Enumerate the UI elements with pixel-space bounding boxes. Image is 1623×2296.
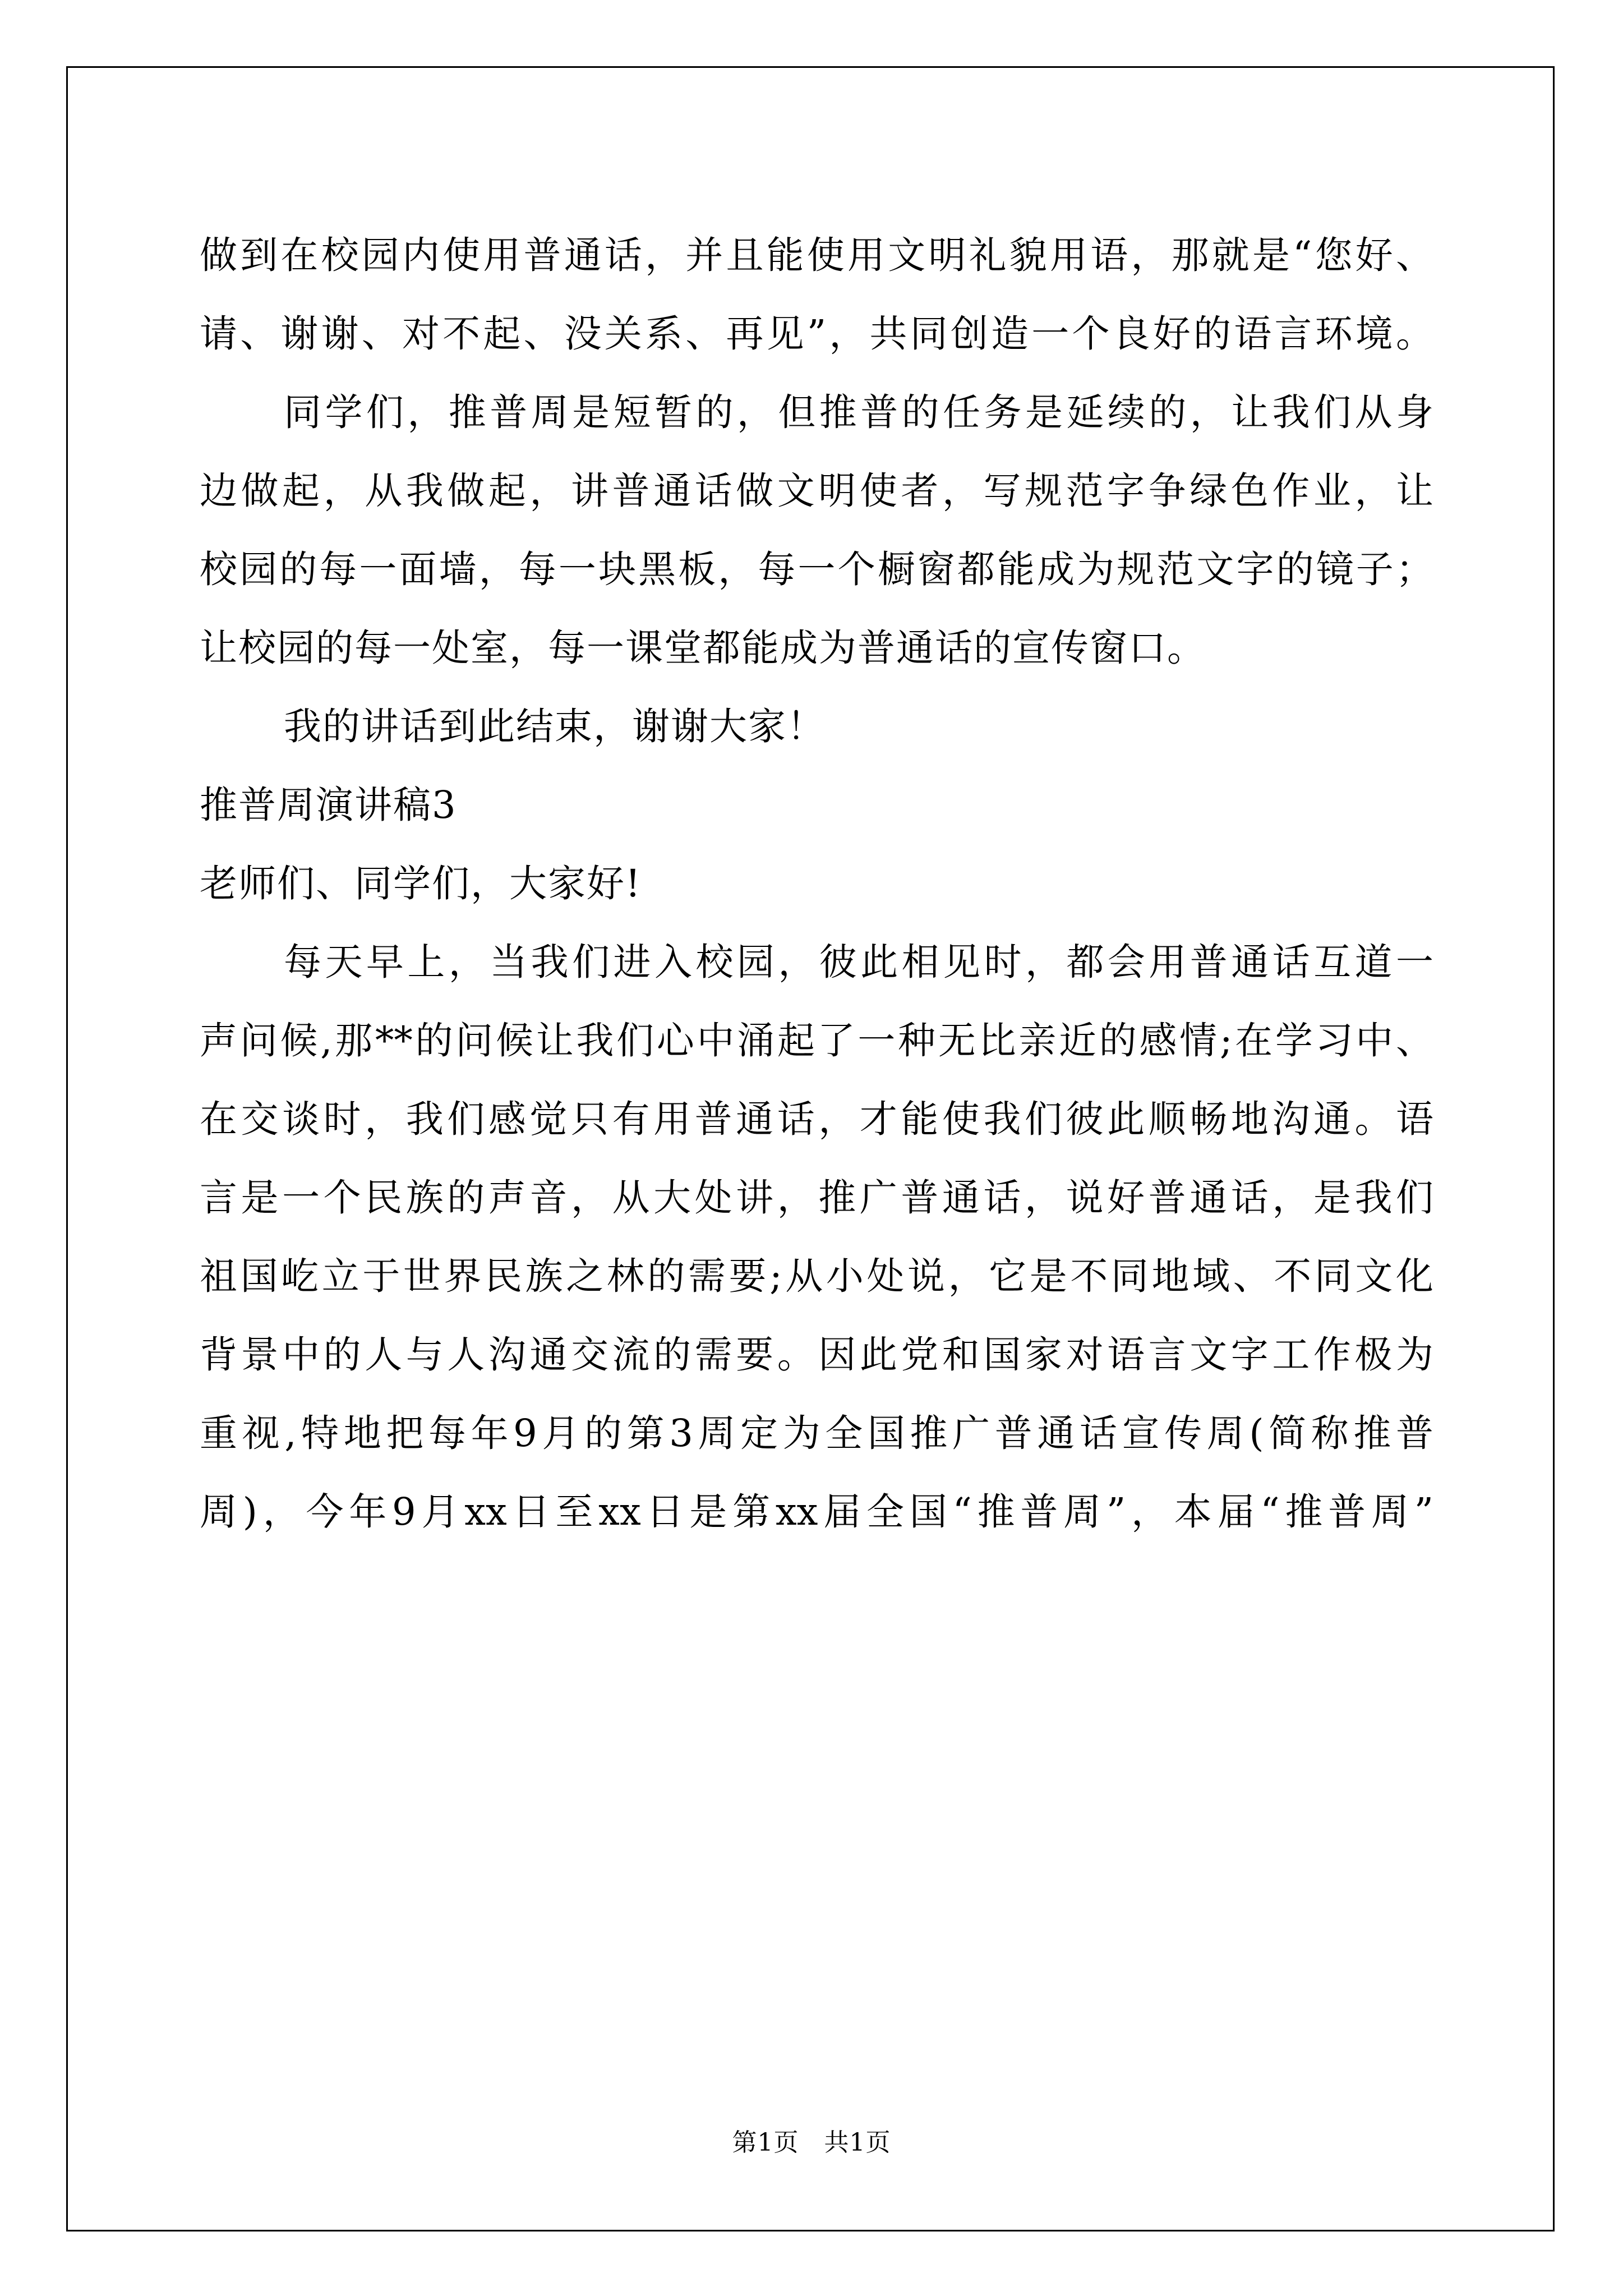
paragraph-line: 请、谢谢、对不起、没关系、再见”，共同创造一个良好的语言环境。 [200, 312, 1433, 356]
paragraph-line: 声问候,那**的问候让我们心中涌起了一种无比亲近的感情;在学习中、 [200, 1019, 1433, 1062]
paragraph-line: 言是一个民族的声音，从大处讲，推广普通话，说好普通话，是我们 [200, 1176, 1433, 1220]
paragraph-line: 重视,特地把每年9月的第3周定为全国推广普通话宣传周(简称推普 [200, 1411, 1433, 1455]
page-number-label: 第1页 [732, 2128, 799, 2157]
section-heading: 推普周演讲稿3 [200, 783, 457, 827]
paragraph-line: 在交谈时，我们感觉只有用普通话，才能使我们彼此顺畅地沟通。语 [200, 1097, 1433, 1141]
paragraph-line: 周)，今年9月xx日至xx日是第xx届全国“推普周”，本届“推普周” [200, 1490, 1433, 1534]
paragraph-line: 每天早上，当我们进入校园，彼此相见时，都会用普通话互道一 [284, 940, 1433, 984]
footer-separator [799, 2128, 824, 2157]
page-footer [0, 2126, 1623, 2160]
paragraph-line: 我的讲话到此结束，谢谢大家！ [284, 705, 826, 748]
paragraph-line: 做到在校园内使用普通话，并且能使用文明礼貌用语，那就是“您好、 [200, 233, 1433, 277]
paragraph-line: 祖国屹立于世界民族之林的需要;从小处说，它是不同地域、不同文化 [200, 1254, 1433, 1298]
paragraph-line: 让校园的每一处室，每一课堂都能成为普通话的宣传窗口。 [200, 626, 1206, 670]
paragraph-line: 边做起，从我做起，讲普通话做文明使者，写规范字争绿色作业，让 [200, 469, 1433, 513]
paragraph-line: 同学们，推普周是短暂的，但推普的任务是延续的，让我们从身 [284, 390, 1433, 434]
paragraph-line: 背景中的人与人沟通交流的需要。因此党和国家对语言文字工作极为 [200, 1333, 1433, 1377]
paragraph-line: 校园的每一面墙，每一块黑板，每一个橱窗都能成为规范文字的镜子； [200, 547, 1433, 591]
total-pages-label: 共1页 [824, 2128, 891, 2157]
document-body [200, 216, 1433, 1551]
greeting-line: 老师们、同学们，大家好! [200, 862, 642, 905]
